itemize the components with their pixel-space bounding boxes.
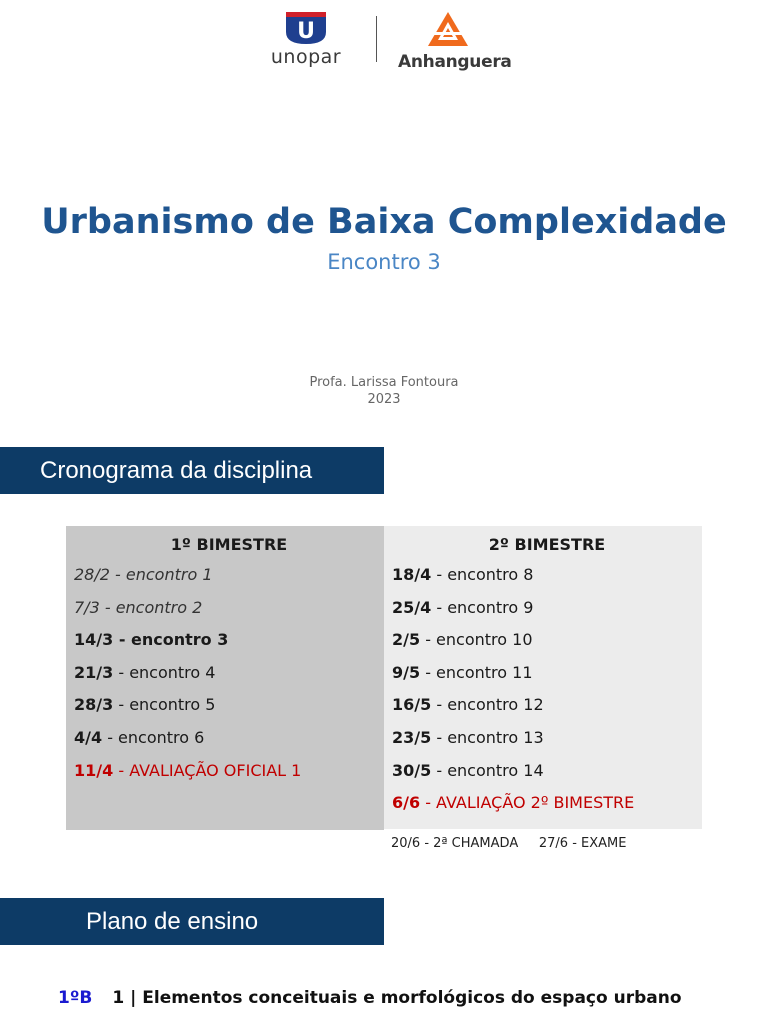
- anhanguera-logo: [398, 10, 512, 72]
- unopar-mark: U: [297, 19, 315, 44]
- schedule-date: 7/3: [74, 597, 100, 617]
- schedule-notes: 20/6 - 2ª CHAMADA 27/6 - EXAME: [391, 836, 627, 851]
- schedule-date: 11/4: [74, 760, 114, 780]
- lecture-subtitle: Encontro 3: [327, 250, 441, 274]
- schedule-row: [74, 592, 384, 625]
- unopar-logo: [262, 10, 350, 68]
- schedule-event: - encontro 14: [431, 760, 544, 780]
- plan-heading: Plano de ensino: [0, 898, 384, 945]
- schedule-event: - encontro 5: [113, 695, 216, 715]
- bimester-1-column: [66, 526, 384, 830]
- schedule-event: - encontro 2: [99, 597, 203, 617]
- schedule-heading: Cronograma da disciplina: [0, 447, 384, 494]
- schedule-row: [392, 722, 702, 755]
- schedule-date: 2/5: [392, 630, 421, 650]
- schedule-event: - encontro 11: [420, 662, 533, 682]
- schedule-event: - encontro 12: [431, 695, 544, 715]
- schedule-row: [392, 559, 702, 592]
- bimester-2-header: 2º BIMESTRE: [488, 535, 606, 554]
- schedule-row: [74, 689, 384, 722]
- schedule-row: [392, 689, 702, 722]
- schedule-date: 16/5: [392, 695, 432, 715]
- schedule-row: [392, 755, 702, 788]
- schedule-date: 6/6: [392, 793, 421, 813]
- schedule-event: - AVALIAÇÃO 2º BIMESTRE: [420, 793, 635, 813]
- schedule-row: [74, 657, 384, 690]
- schedule-date: 23/5: [392, 727, 432, 747]
- schedule-date: 14/3: [74, 630, 114, 650]
- logo-bar: [0, 10, 768, 74]
- plan-item: [58, 988, 682, 1008]
- schedule-row: [392, 787, 702, 820]
- plan-item-text: 1 | Elementos conceituais e morfológicos do espaço urbano: [112, 988, 682, 1008]
- unopar-shield-icon: [284, 10, 328, 46]
- schedule-event: - encontro 6: [102, 727, 205, 747]
- schedule-row: [74, 559, 384, 592]
- professor-name: Profa. Larissa Fontoura: [309, 375, 459, 390]
- schedule-row: [74, 624, 384, 657]
- bimester-1-rows: [74, 559, 384, 787]
- schedule-date: 28/2: [74, 565, 110, 584]
- bimester-2-rows: [392, 559, 702, 820]
- plan-item-tag: 1ºB: [58, 988, 93, 1008]
- schedule-event: - encontro 10: [420, 630, 533, 650]
- schedule-row: [392, 592, 702, 625]
- schedule-event: - AVALIAÇÃO OFICIAL 1: [113, 760, 302, 780]
- schedule-date: 21/3: [74, 662, 114, 682]
- bimester-1-header: 1º BIMESTRE: [170, 535, 288, 554]
- schedule-event: - encontro 9: [431, 597, 534, 617]
- schedule-date: 28/3: [74, 695, 114, 715]
- schedule-date: 9/5: [392, 662, 421, 682]
- schedule-row: [392, 624, 702, 657]
- schedule-event: - encontro 3: [113, 630, 229, 650]
- schedule-date: 30/5: [392, 760, 432, 780]
- schedule-event: - encontro 1: [109, 565, 213, 584]
- schedule-date: 25/4: [392, 597, 432, 617]
- author-block: [0, 374, 768, 408]
- schedule-row: [74, 722, 384, 755]
- bimester-2-column: [384, 526, 702, 829]
- year: 2023: [367, 392, 401, 407]
- unopar-wordmark: unopar: [270, 46, 342, 68]
- schedule-date: 18/4: [392, 565, 432, 584]
- schedule-event: - encontro 4: [113, 662, 216, 682]
- schedule-date: 4/4: [74, 727, 103, 747]
- schedule-row: [74, 755, 384, 788]
- logo-divider: [376, 16, 377, 62]
- schedule-event: - encontro 13: [431, 727, 544, 747]
- anhanguera-wordmark: Anhanguera: [398, 52, 512, 72]
- course-title: Urbanismo de Baixa Complexidade: [41, 202, 727, 242]
- anhanguera-triangle-icon: [426, 10, 470, 48]
- schedule-event: - encontro 8: [431, 565, 534, 584]
- schedule-row: [392, 657, 702, 690]
